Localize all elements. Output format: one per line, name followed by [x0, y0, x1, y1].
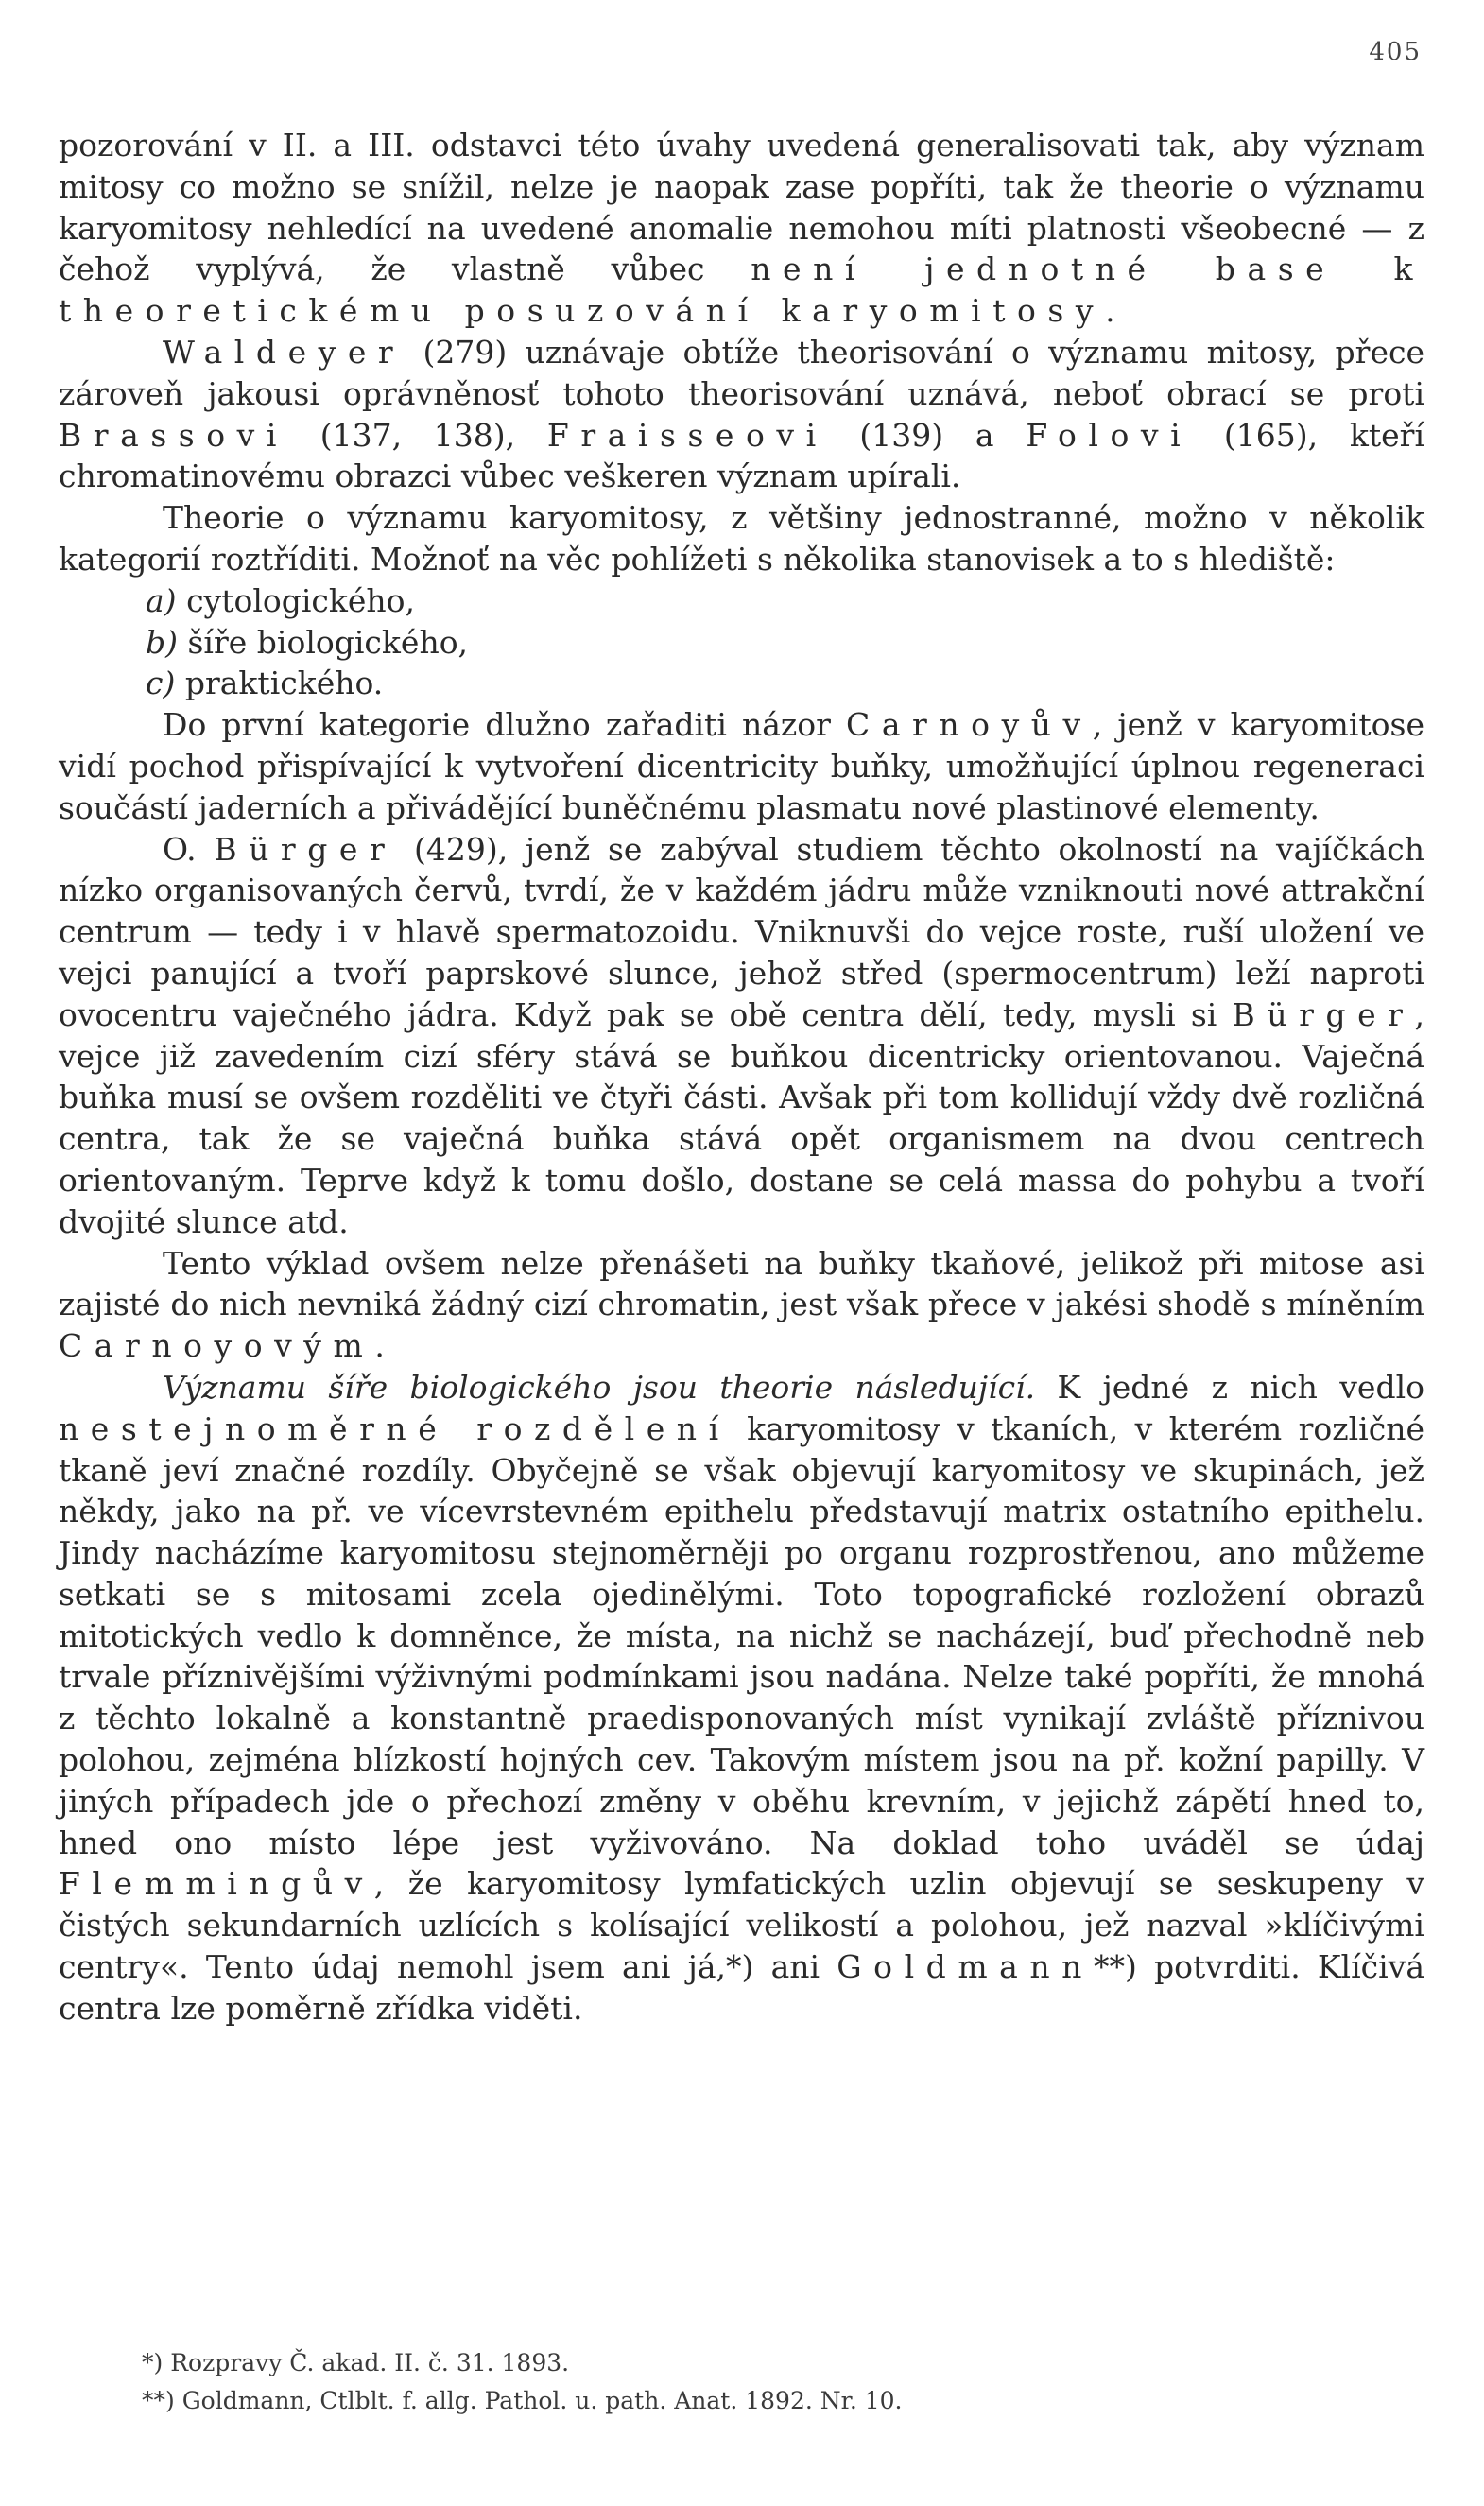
list-marker: c) [146, 665, 176, 702]
author-name: Bürger [1232, 995, 1415, 1033]
author-name: Flemmingův [59, 1865, 374, 1903]
author-name: Waldeyer [163, 333, 406, 371]
paragraph-7-text: K jedné z nich vedlo [1035, 1368, 1424, 1406]
paragraph-5-text: , vejce již zavedením cizí sféry stává se buňkou dicentricky orientovanou. Vaječná buňka musí se ovšem rozděliti ve čtyři části. Avšak při tom kollidují vždy dvě rozličná centra, tak že se vaječná buňka stává opět organismem na dvou centrech orientovaným. Teprve když k tomu došlo, dostane se celá massa do pohybu a tvoří dvojité slunce atd. [59, 995, 1424, 1240]
paragraph-4-text: Do první kategorie dlužno zařaditi názor [163, 706, 847, 744]
list-marker: a) [146, 581, 177, 619]
paragraph-2-text: (137, 138), [287, 416, 547, 454]
paragraph-5-text: O. [163, 830, 215, 868]
paragraph-6-text: Tento výklad ovšem nelze přenášeti na buňky tkaňové, jelikož při mitose asi zajisté do nich nevniká žádný cizí chromatin, jest však přece v jakési shodě s míněním [59, 1244, 1424, 1323]
body-text [59, 125, 1424, 2030]
paragraph-4-text: , jenž v karyomitose vidí pochod přispívající k vytvoření dicentricity buňky, umožňující úplnou regeneraci součástí jaderních a přivádějící buněčnému plasmatu nové plastinové elementy. [59, 706, 1424, 826]
author-name: Goldmann [837, 1948, 1094, 1986]
page-number: 405 [1369, 38, 1422, 66]
footnote: *) Rozpravy Č. akad. II. č. 31. 1893. [142, 2349, 570, 2376]
paragraph-2-text: (165), kteří chromatinovému obrazci vůbec veškeren význam upírali. [59, 416, 1425, 495]
paragraph-7-text: karyomitosy v tkaních, v kterém rozličné tkaně jeví značné rozdíly. Obyčejně se však objevují karyomitosy ve skupinách, jež někdy, jako na př. ve vícevrstevném epithelu představují matrix ostatního epithelu. Jindy nacházíme karyomitosu stejnoměrněji po organu rozprostřenou, ano můžeme setkati se s mitosami zcela ojedinělými. Toto topografické rozložení obrazů mitotických vedlo k domněnce, že místa, na nichž se nacházejí, buď přechodně neb trvale příznivějšími výživnými podmínkami jsou nadána. Nelze také popříti, že mnohá z těchto lokalně a konstantně praedisponovaných míst vynikají zvláště příznivou polohou, zejména blízkostí hojných cev. Takovým místem jsou na př. kožní papilly. V jiných případech jde o přechozí změny v oběhu krevním, v jejichž zápětí hned to, hned ono místo lépe jest vyživováno. Na doklad toho uváděl se údaj [59, 1409, 1424, 1861]
spaced-emphasis: nestejnoměrné rozdělení [59, 1409, 731, 1447]
spaced-emphasis: není jednotné base k theoretickému posuzování karyomitosy [59, 251, 1425, 330]
footnote: **) Goldmann, Ctlblt. f. allg. Pathol. u. path. Anat. 1892. Nr. 10. [142, 2387, 903, 2414]
list-item [59, 622, 1424, 664]
author-name: Carnoyův [846, 706, 1093, 744]
paragraph-2-text: (139) a [827, 416, 1027, 454]
list-marker: b) [146, 623, 178, 661]
paragraph-6 [59, 1243, 1424, 1367]
paragraph-1 [59, 125, 1424, 332]
paragraph-4 [59, 704, 1424, 828]
author-name: Folovi [1026, 416, 1193, 454]
list-item-text: praktického. [184, 665, 384, 702]
paragraph-7-text: **) potvrditi. Klíčivá centra lze poměrně zřídka viděti. [59, 1948, 1424, 2027]
paragraph-1-end: . [1105, 292, 1115, 330]
author-name: Bürger [214, 830, 397, 868]
author-name: Fraisseovi [546, 416, 828, 454]
list-item [59, 663, 1424, 704]
list-item [59, 580, 1424, 622]
paragraph-7 [59, 1367, 1424, 2030]
paragraph-5-text: (429), jenž se zabýval studiem těchto okolností na vajíčkách nízko organisovaných červů, tvrdí, že v každém jádru může vzniknouti nové attrakční centrum — tedy i v hlavě spermatozoidu. Vniknuvši do vejce roste, ruší uložení ve vejci panující a tvoří paprskové slunce, jehož střed (spermocentrum) leží naproti ovocentru vaječného jádra. Když pak se obě centra dělí, tedy, mysli si [59, 830, 1424, 1033]
paragraph-3: Theorie o významu karyomitosy, z většiny jednostranné, možno v několik kategorií roztříditi. Možnoť na věc pohlížeti s několika stanovisek a to s hlediště: [59, 499, 1424, 578]
paragraph-6-text: . [374, 1327, 385, 1365]
list-item-text: šíře biologického, [187, 623, 469, 661]
author-name: Brassovi [59, 416, 288, 454]
author-name: Carnoyovým [59, 1327, 375, 1365]
footnotes [142, 2344, 1371, 2420]
paragraph-1-text: pozorování v II. a III. odstavci této úvahy uvedená generalisovati tak, aby význam mitosy co možno se snížil, nelze je naopak zase popříti, tak že theorie o významu karyomitosy nehledící na uvedené anomalie nemohou míti platnosti všeobecné — z čehož vyplývá, že vlastně vůbec [59, 127, 1424, 288]
paragraph-2 [59, 332, 1424, 497]
paragraph-5 [59, 829, 1424, 1243]
paragraph-7-text: , že karyomitosy lymfatických uzlin objevují se seskupeny v čistých sekundarních uzlících s kolísající velikostí a polohou, jež nazval »klíčivými centry«. Tento údaj nemohl jsem ani já,*) ani [59, 1865, 1424, 1986]
list-item-text: cytologického, [186, 581, 416, 619]
paragraph-2-text: (279) uznávaje obtíže theorisování o významu mitosy, přece zároveň jakousi oprávněnosť tohoto theorisování uznává, neboť obrací se proti [59, 333, 1424, 412]
italic-lead: Významu šíře biologického jsou theorie následující. [163, 1368, 1036, 1406]
